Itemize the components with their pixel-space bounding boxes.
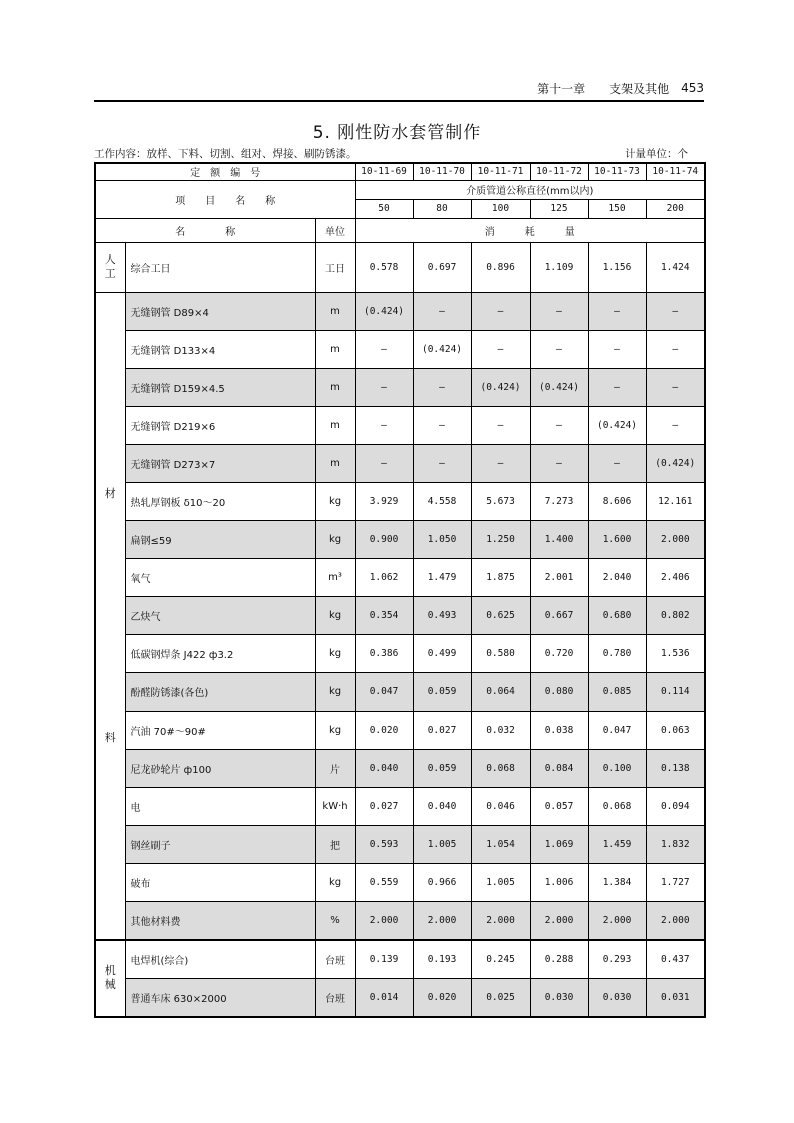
value-cell: 0.020 bbox=[355, 711, 413, 749]
page-header bbox=[94, 76, 704, 100]
value-cell: 1.054 bbox=[471, 825, 530, 863]
value-cell: 0.114 bbox=[646, 673, 705, 711]
code-cell: 10-11-70 bbox=[413, 163, 471, 180]
item-unit: kg bbox=[315, 635, 355, 673]
item-name: 其他材料费 bbox=[125, 902, 315, 940]
diameter-cell: 125 bbox=[530, 199, 588, 218]
value-cell: 1.600 bbox=[588, 521, 646, 559]
value-cell: — bbox=[471, 292, 530, 330]
table-row bbox=[95, 242, 705, 292]
item-unit: m bbox=[315, 406, 355, 444]
diameter-cell: 150 bbox=[588, 199, 646, 218]
value-cell: 0.293 bbox=[588, 940, 646, 979]
value-cell: 1.050 bbox=[413, 521, 471, 559]
value-cell: (0.424) bbox=[355, 292, 413, 330]
item-unit: kg bbox=[315, 863, 355, 901]
item-unit: 台班 bbox=[315, 978, 355, 1017]
value-cell: 1.109 bbox=[530, 242, 588, 292]
value-cell: 1.005 bbox=[413, 825, 471, 863]
table-row bbox=[95, 863, 705, 901]
table-row bbox=[95, 482, 705, 520]
value-cell: 0.014 bbox=[355, 978, 413, 1017]
value-cell: (0.424) bbox=[413, 330, 471, 368]
category-cell bbox=[95, 242, 125, 292]
value-cell: — bbox=[646, 406, 705, 444]
value-cell: 0.085 bbox=[588, 673, 646, 711]
value-cell: 12.161 bbox=[646, 482, 705, 520]
item-unit: kg bbox=[315, 711, 355, 749]
value-cell: 0.386 bbox=[355, 635, 413, 673]
item-label: 项 目 名 称 bbox=[95, 180, 355, 218]
value-cell: 7.273 bbox=[530, 482, 588, 520]
diameter-cell: 100 bbox=[471, 199, 530, 218]
value-cell: 0.038 bbox=[530, 711, 588, 749]
item-name: 无缝钢管 D159×4.5 bbox=[125, 368, 315, 406]
category-labor: 人工 bbox=[104, 253, 116, 280]
value-cell: — bbox=[588, 444, 646, 482]
value-cell: 0.032 bbox=[471, 711, 530, 749]
value-cell: 2.000 bbox=[413, 902, 471, 940]
value-cell: 0.593 bbox=[355, 825, 413, 863]
item-name: 扁钢≤59 bbox=[125, 521, 315, 559]
value-cell: 0.193 bbox=[413, 940, 471, 979]
work-content: 工作内容：放样、下料、切割、组对、焊接、刷防锈漆。 bbox=[94, 148, 357, 160]
table-row bbox=[95, 825, 705, 863]
item-name: 无缝钢管 D273×7 bbox=[125, 444, 315, 482]
name-label: 名 称 bbox=[95, 218, 315, 242]
value-cell: 4.558 bbox=[413, 482, 471, 520]
value-cell: (0.424) bbox=[646, 444, 705, 482]
table-row bbox=[95, 902, 705, 940]
value-cell: 0.697 bbox=[413, 242, 471, 292]
quota-label: 定 额 编 号 bbox=[95, 163, 355, 180]
value-cell: 0.059 bbox=[413, 749, 471, 787]
item-name: 普通车床 630×2000 bbox=[125, 978, 315, 1017]
item-name: 钢丝刷子 bbox=[125, 825, 315, 863]
item-unit: m bbox=[315, 444, 355, 482]
value-cell: — bbox=[355, 444, 413, 482]
value-cell: 1.727 bbox=[646, 863, 705, 901]
value-cell: 8.606 bbox=[588, 482, 646, 520]
value-cell: 1.400 bbox=[530, 521, 588, 559]
value-cell: — bbox=[588, 292, 646, 330]
unit-label: 单位 bbox=[315, 218, 355, 242]
value-cell: 1.459 bbox=[588, 825, 646, 863]
value-cell: 3.929 bbox=[355, 482, 413, 520]
measure-unit: 计量单位：个 bbox=[625, 148, 688, 160]
value-cell: 0.063 bbox=[646, 711, 705, 749]
value-cell: 0.245 bbox=[471, 940, 530, 979]
item-name: 电焊机(综合) bbox=[125, 940, 315, 979]
code-cell: 10-11-71 bbox=[471, 163, 530, 180]
value-cell: 2.000 bbox=[646, 902, 705, 940]
value-cell: 0.047 bbox=[355, 673, 413, 711]
value-cell: 2.040 bbox=[588, 559, 646, 597]
consumption-label: 消 耗 量 bbox=[355, 218, 705, 242]
value-cell: 0.578 bbox=[355, 242, 413, 292]
value-cell: 0.040 bbox=[355, 749, 413, 787]
value-cell: 1.250 bbox=[471, 521, 530, 559]
value-cell: 0.094 bbox=[646, 787, 705, 825]
value-cell: — bbox=[413, 444, 471, 482]
value-cell: 2.000 bbox=[471, 902, 530, 940]
value-cell: 0.780 bbox=[588, 635, 646, 673]
value-cell: — bbox=[413, 406, 471, 444]
table-row bbox=[95, 330, 705, 368]
value-cell: 1.424 bbox=[646, 242, 705, 292]
value-cell: 1.006 bbox=[530, 863, 588, 901]
value-cell: — bbox=[355, 368, 413, 406]
value-cell: 0.900 bbox=[355, 521, 413, 559]
item-unit: 台班 bbox=[315, 940, 355, 979]
value-cell: 1.875 bbox=[471, 559, 530, 597]
category-machine: 机械 bbox=[104, 964, 116, 992]
item-unit: m bbox=[315, 330, 355, 368]
item-unit: m³ bbox=[315, 559, 355, 597]
value-cell: 1.384 bbox=[588, 863, 646, 901]
item-name: 低碳钢焊条 J422 ф3.2 bbox=[125, 635, 315, 673]
value-cell: — bbox=[588, 368, 646, 406]
value-cell: 0.057 bbox=[530, 787, 588, 825]
value-cell: — bbox=[471, 444, 530, 482]
item-name: 无缝钢管 D219×6 bbox=[125, 406, 315, 444]
item-name: 热轧厚钢板 δ10～20 bbox=[125, 482, 315, 520]
category-material-top: 材 bbox=[104, 486, 116, 500]
value-cell: 1.062 bbox=[355, 559, 413, 597]
value-cell: 0.068 bbox=[588, 787, 646, 825]
item-name: 汽油 70#～90# bbox=[125, 711, 315, 749]
value-cell: — bbox=[530, 292, 588, 330]
value-cell: — bbox=[530, 444, 588, 482]
table-row bbox=[95, 749, 705, 787]
value-cell: 0.625 bbox=[471, 597, 530, 635]
value-cell: 1.832 bbox=[646, 825, 705, 863]
value-cell: — bbox=[413, 368, 471, 406]
item-name: 氧气 bbox=[125, 559, 315, 597]
value-cell: 2.001 bbox=[530, 559, 588, 597]
quota-table bbox=[94, 162, 706, 1018]
item-unit: kg bbox=[315, 673, 355, 711]
item-name: 尼龙砂轮片 ф100 bbox=[125, 749, 315, 787]
value-cell: 0.138 bbox=[646, 749, 705, 787]
value-cell: 0.047 bbox=[588, 711, 646, 749]
diameter-cell: 80 bbox=[413, 199, 471, 218]
table-row bbox=[95, 787, 705, 825]
diameter-cell: 200 bbox=[646, 199, 705, 218]
page-number: 453 bbox=[681, 81, 704, 95]
item-name: 破布 bbox=[125, 863, 315, 901]
section-label: 支架及其他 bbox=[609, 81, 670, 96]
value-cell: 0.680 bbox=[588, 597, 646, 635]
page-title: 5. 刚性防水套管制作 bbox=[312, 123, 482, 143]
table-row bbox=[95, 521, 705, 559]
code-cell: 10-11-73 bbox=[588, 163, 646, 180]
value-cell: 0.027 bbox=[413, 711, 471, 749]
table-row bbox=[95, 597, 705, 635]
value-cell: 2.000 bbox=[530, 902, 588, 940]
code-cell: 10-11-74 bbox=[646, 163, 705, 180]
category-material-bottom: 料 bbox=[104, 730, 116, 744]
chapter-label: 第十一章 bbox=[537, 81, 586, 96]
table-row bbox=[95, 559, 705, 597]
item-name: 无缝钢管 D133×4 bbox=[125, 330, 315, 368]
value-cell: — bbox=[646, 292, 705, 330]
value-cell: 0.040 bbox=[413, 787, 471, 825]
value-cell: 0.354 bbox=[355, 597, 413, 635]
value-cell: 2.406 bbox=[646, 559, 705, 597]
value-cell: — bbox=[588, 330, 646, 368]
table-row bbox=[95, 406, 705, 444]
value-cell: 0.493 bbox=[413, 597, 471, 635]
item-unit: kg bbox=[315, 521, 355, 559]
value-cell: — bbox=[646, 330, 705, 368]
item-name: 无缝钢管 D89×4 bbox=[125, 292, 315, 330]
value-cell: 0.802 bbox=[646, 597, 705, 635]
value-cell: 0.025 bbox=[471, 978, 530, 1017]
item-name: 酚醛防锈漆(各色) bbox=[125, 673, 315, 711]
category-cell bbox=[95, 292, 125, 940]
diameter-cell: 50 bbox=[355, 199, 413, 218]
value-cell: 0.030 bbox=[530, 978, 588, 1017]
value-cell: 1.156 bbox=[588, 242, 646, 292]
value-cell: — bbox=[530, 406, 588, 444]
category-cell bbox=[95, 940, 125, 1017]
value-cell: 2.000 bbox=[646, 521, 705, 559]
value-cell: 1.479 bbox=[413, 559, 471, 597]
value-cell: 0.068 bbox=[471, 749, 530, 787]
item-unit: m bbox=[315, 292, 355, 330]
value-cell: 0.499 bbox=[413, 635, 471, 673]
value-cell: 1.005 bbox=[471, 863, 530, 901]
value-cell: 0.084 bbox=[530, 749, 588, 787]
value-cell: — bbox=[413, 292, 471, 330]
code-cell: 10-11-69 bbox=[355, 163, 413, 180]
value-cell: 0.027 bbox=[355, 787, 413, 825]
value-cell: — bbox=[530, 330, 588, 368]
table-row bbox=[95, 978, 705, 1017]
value-cell: 0.667 bbox=[530, 597, 588, 635]
value-cell: 0.100 bbox=[588, 749, 646, 787]
value-cell: 0.080 bbox=[530, 673, 588, 711]
value-cell: — bbox=[355, 330, 413, 368]
value-cell: 2.000 bbox=[355, 902, 413, 940]
item-unit: 把 bbox=[315, 825, 355, 863]
value-cell: — bbox=[471, 406, 530, 444]
table-row bbox=[95, 673, 705, 711]
header-rule bbox=[94, 100, 704, 102]
table-row bbox=[95, 368, 705, 406]
table-row bbox=[95, 635, 705, 673]
value-cell: 0.559 bbox=[355, 863, 413, 901]
item-name: 电 bbox=[125, 787, 315, 825]
value-cell: (0.424) bbox=[588, 406, 646, 444]
value-cell: — bbox=[646, 368, 705, 406]
item-name: 综合工日 bbox=[125, 242, 315, 292]
value-cell: — bbox=[355, 406, 413, 444]
table-row bbox=[95, 292, 705, 330]
item-unit: 工日 bbox=[315, 242, 355, 292]
value-cell: (0.424) bbox=[530, 368, 588, 406]
value-cell: 0.966 bbox=[413, 863, 471, 901]
diameter-label: 介质管道公称直径(mm以内) bbox=[355, 180, 705, 199]
value-cell: 0.064 bbox=[471, 673, 530, 711]
value-cell: 0.046 bbox=[471, 787, 530, 825]
value-cell: 0.288 bbox=[530, 940, 588, 979]
item-unit: m bbox=[315, 368, 355, 406]
value-cell: 0.720 bbox=[530, 635, 588, 673]
value-cell: 0.896 bbox=[471, 242, 530, 292]
value-cell: 1.069 bbox=[530, 825, 588, 863]
item-unit: kg bbox=[315, 482, 355, 520]
item-name: 乙炔气 bbox=[125, 597, 315, 635]
table-row bbox=[95, 940, 705, 979]
value-cell: 1.536 bbox=[646, 635, 705, 673]
table-row bbox=[95, 711, 705, 749]
code-cell: 10-11-72 bbox=[530, 163, 588, 180]
item-unit: 片 bbox=[315, 749, 355, 787]
value-cell: 0.030 bbox=[588, 978, 646, 1017]
value-cell: 0.031 bbox=[646, 978, 705, 1017]
value-cell: 0.139 bbox=[355, 940, 413, 979]
value-cell: — bbox=[471, 330, 530, 368]
item-unit: % bbox=[315, 902, 355, 940]
value-cell: 0.580 bbox=[471, 635, 530, 673]
value-cell: (0.424) bbox=[471, 368, 530, 406]
item-unit: kW·h bbox=[315, 787, 355, 825]
value-cell: 2.000 bbox=[588, 902, 646, 940]
value-cell: 0.059 bbox=[413, 673, 471, 711]
item-unit: kg bbox=[315, 597, 355, 635]
value-cell: 5.673 bbox=[471, 482, 530, 520]
value-cell: 0.020 bbox=[413, 978, 471, 1017]
value-cell: 0.437 bbox=[646, 940, 705, 979]
table-row bbox=[95, 444, 705, 482]
